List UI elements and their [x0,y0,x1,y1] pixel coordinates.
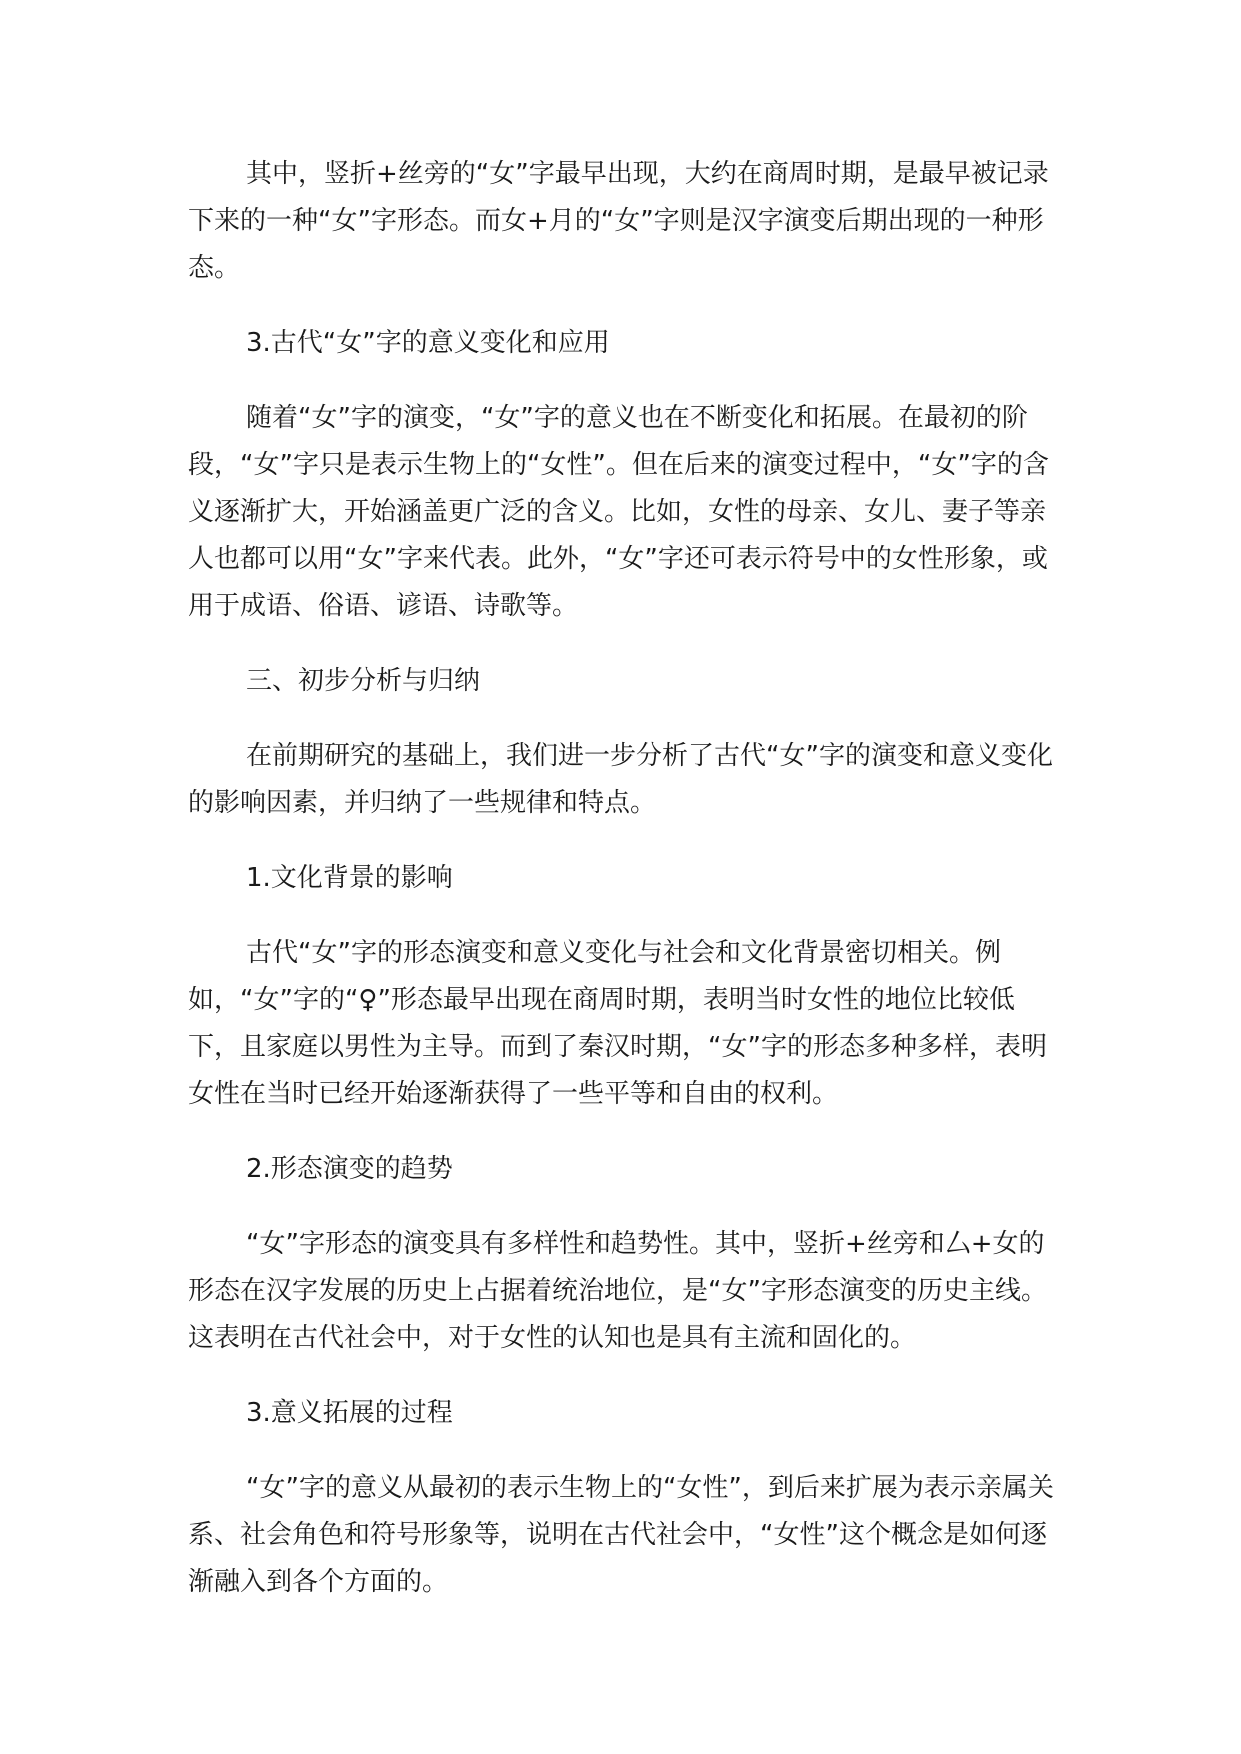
section-heading: 3.意义拓展的过程 [246,1398,453,1428]
paragraph: 随着“女”字的演变，“女”字的意义也在不断变化和拓展。在最初的阶段，“女”字只是表示生物上的“女性”。但在后来的演变过程中，“女”字的含义逐渐扩大，开始涵盖更广泛的含义。比如，女性的母亲、女儿、妻子等亲人也都可以用“女”字来代表。此外，“女”字还可表示符号中的女性形象，或用于成语、俗语、谚语、诗歌等。 [188,403,1049,621]
section-heading: 1.文化背景的影响 [246,863,453,893]
paragraph: “女”字的意义从最初的表示生物上的“女性”，到后来扩展为表示亲属关系、社会角色和符号形象等，说明在古代社会中，“女性”这个概念是如何逐渐融入到各个方面的。 [188,1473,1054,1597]
paragraph: 在前期研究的基础上，我们进一步分析了古代“女”字的演变和意义变化的影响因素，并归纳了一些规律和特点。 [188,741,1053,818]
section-heading: 3.古代“女”字的意义变化和应用 [246,328,610,358]
section-heading: 2.形态演变的趋势 [246,1154,453,1184]
paragraph: 古代“女”字的形态演变和意义变化与社会和文化背景密切相关。例如，“女”字的“♀”形态最早出现在商周时期，表明当时女性的地位比较低下，且家庭以男性为主导。而到了秦汉时期，“女”字的形态多种多样，表明女性在当时已经开始逐渐获得了一些平等和自由的权利。 [188,938,1047,1109]
section-heading: 三、初步分析与归纳 [246,666,481,696]
paragraph: 其中，竖折+丝旁的“女”字最早出现，大约在商周时期，是最早被记录下来的一种“女”字形态。而女+月的“女”字则是汉字演变后期出现的一种形态。 [188,159,1049,283]
paragraph: “女”字形态的演变具有多样性和趋势性。其中，竖折+丝旁和厶+女的形态在汉字发展的历史上占据着统治地位，是“女”字形态演变的历史主线。这表明在古代社会中，对于女性的认知也是具有主流和固化的。 [188,1229,1047,1353]
document-body [188,151,1056,1606]
